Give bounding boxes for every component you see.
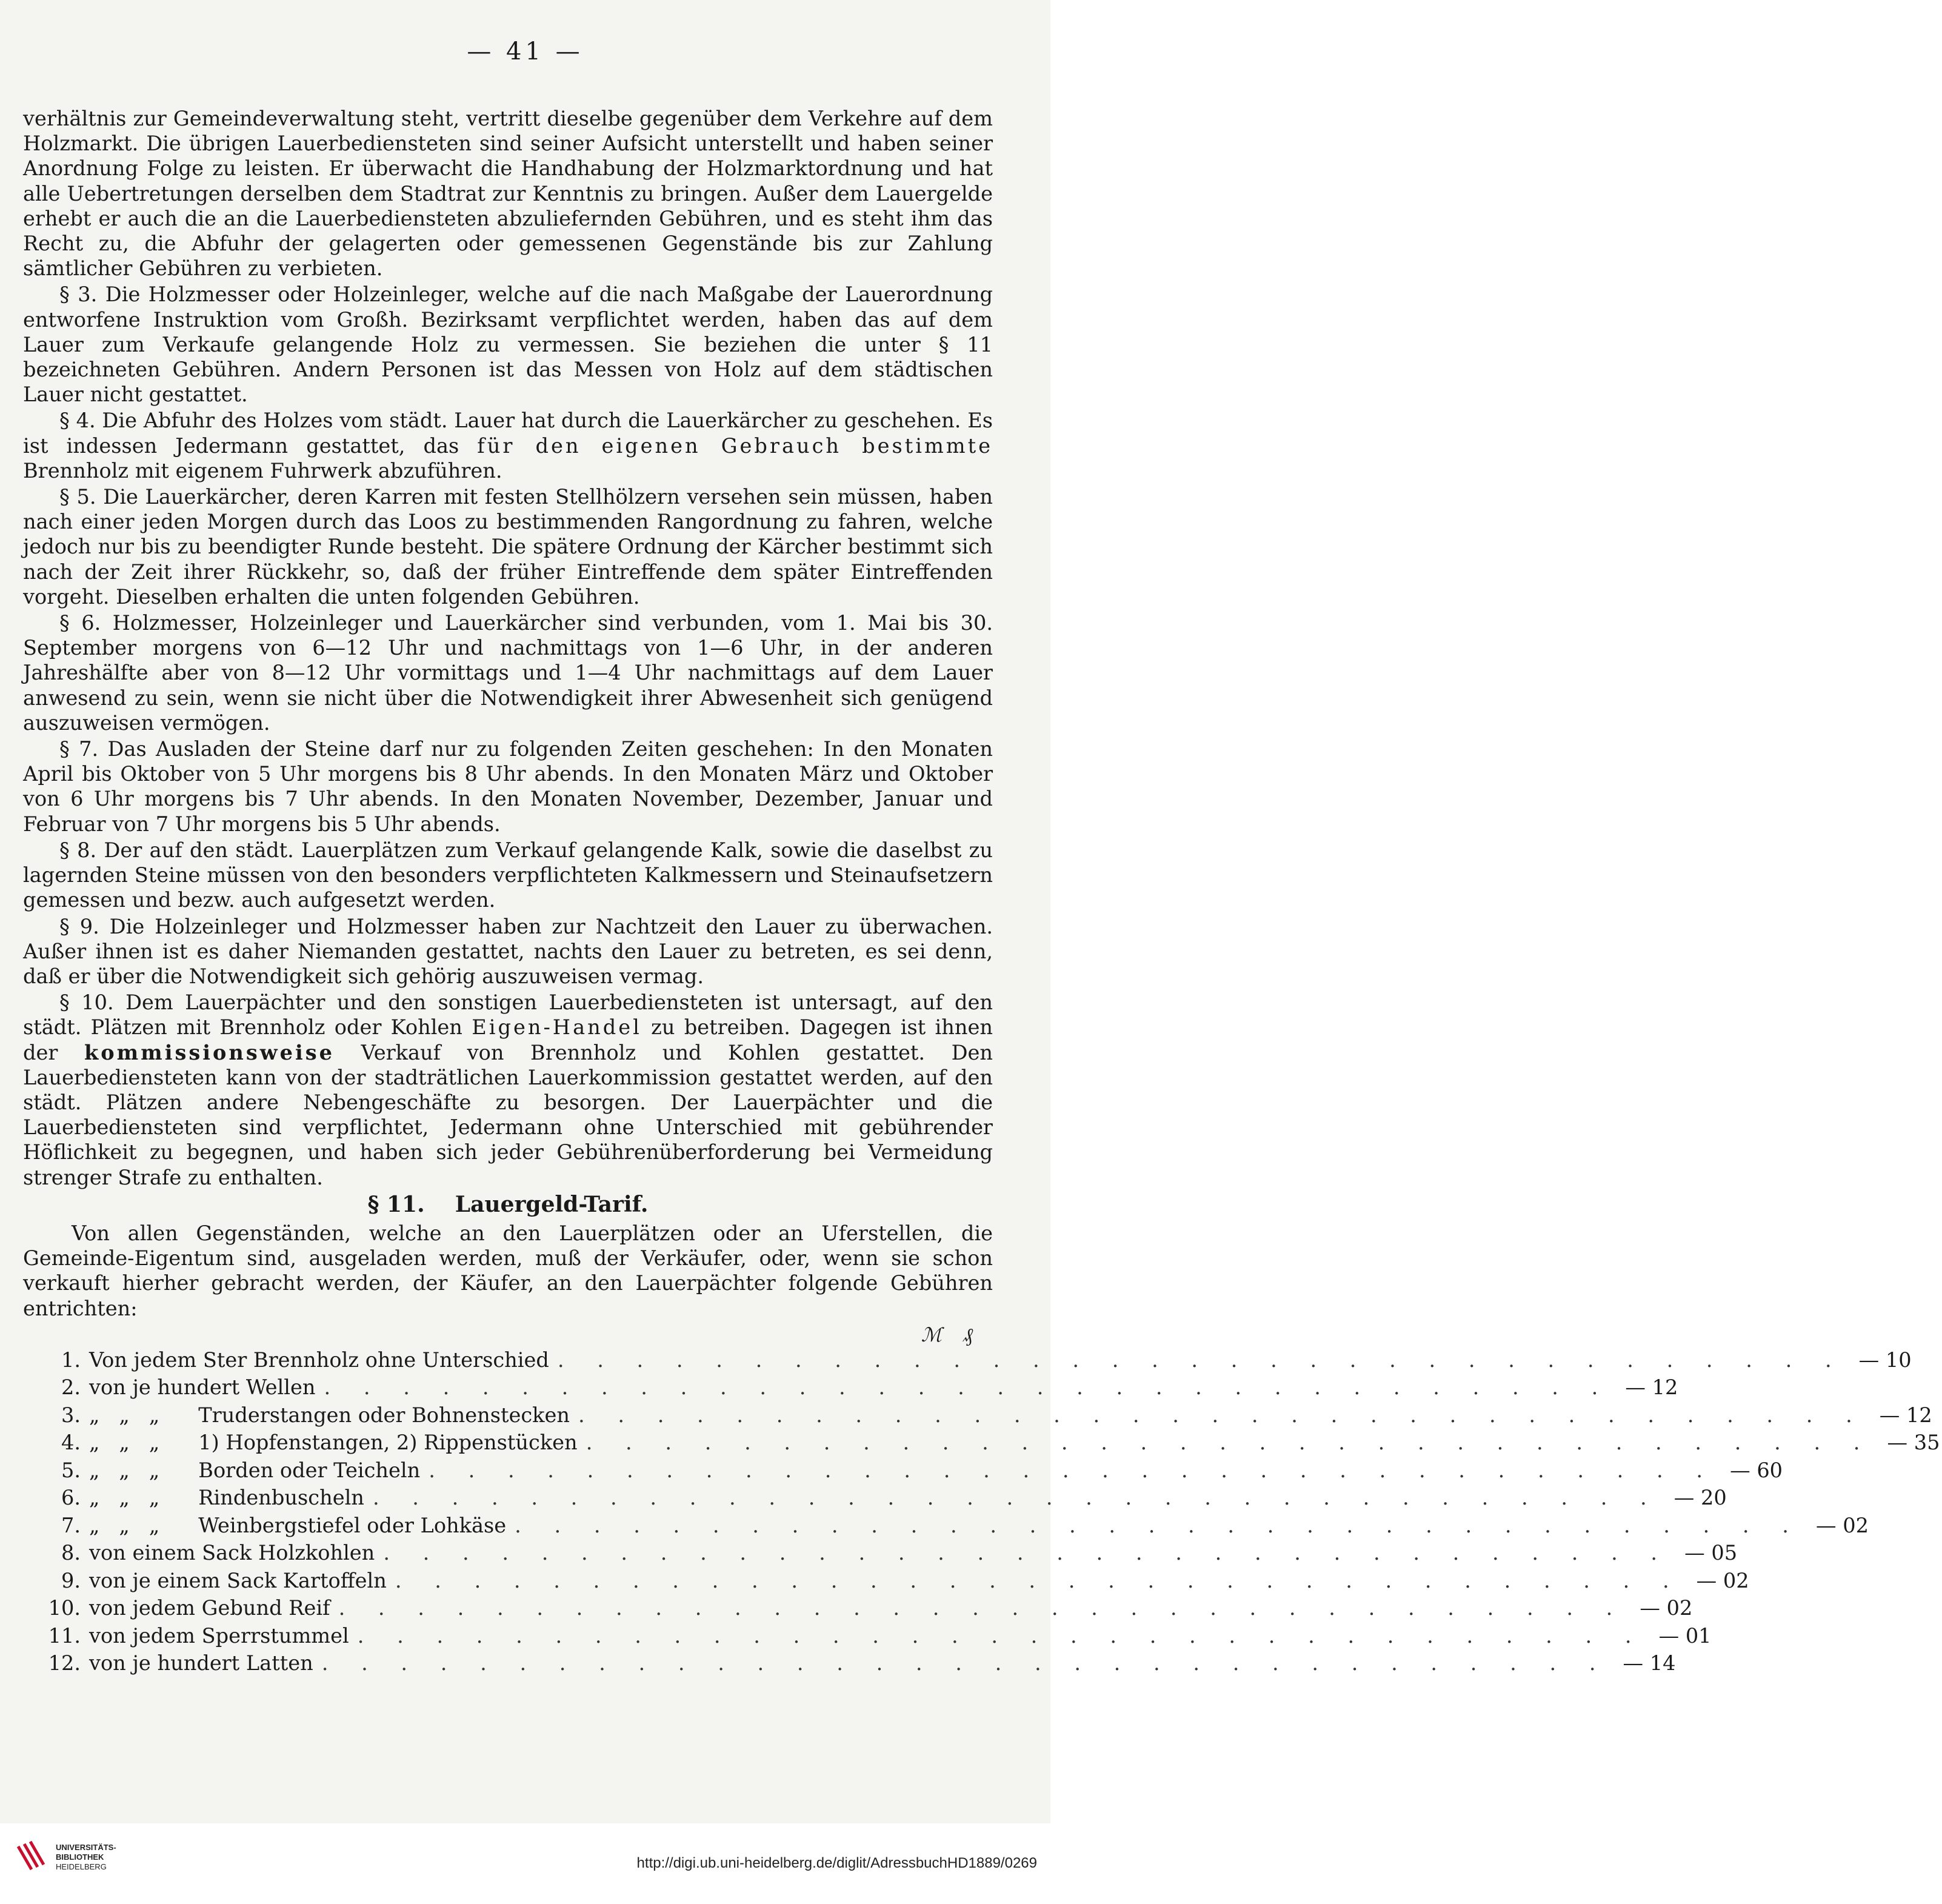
leader-dots: . . . . . . . . . . . . . . . . . . . . . . . . . . . . . . . . .: [586, 1431, 1874, 1455]
logo-line-3: HEIDELBERG: [56, 1862, 107, 1871]
tariff-row-price: — 02: [1640, 1596, 1693, 1620]
paragraph-section-6: § 6. Holzmesser, Holzeinleger und Lauerkärcher sind verbunden, vom 1. Mai bis 30. September morgens von 6—12 Uhr und nachmittags von 1—6 Uhr, in der anderen Jahreshälfte aber von 8—12 Uhr vormittags und 1—4 Uhr nachmittags auf dem Lauer anwesend zu sein, wenn sie nicht über die Notwendigkeit ihrer Abwesenheit sich genügend auszuweisen vermögen.: [23, 611, 993, 735]
library-logo-text: [56, 1843, 116, 1872]
tariff-row-number: 10.: [48, 1596, 81, 1620]
paragraph-section-4: [23, 408, 993, 483]
document-body: [23, 106, 1940, 1679]
logo-line-1: UNIVERSITÄTS-: [56, 1843, 116, 1852]
tariff-row-price: — 02: [1815, 1513, 1869, 1537]
tariff-row-price: — 12: [1625, 1375, 1678, 1400]
unit-pfennig: ₰: [963, 1323, 973, 1346]
tariff-row: [23, 1651, 1676, 1679]
tariff-row-price: — 10: [1858, 1348, 1912, 1372]
paragraph-section-4-text: § 4. Die Abfuhr des Holzes vom städt. Lauer hat durch die Lauerkärcher zu geschehen. Es ist indessen Jedermann gestattet, das: [23, 409, 993, 458]
tariff-row-item: von je hundert Wellen: [89, 1375, 316, 1400]
tariff-row-item: von jedem Sperrstummel: [89, 1623, 349, 1648]
paragraph-section-10-mid: zu betreiben. Dagegen ist ihnen der: [23, 1015, 993, 1064]
tariff-row: [23, 1623, 1712, 1651]
paragraph-section-10-emphasis-1: Eigen-Handel: [472, 1015, 642, 1040]
tariff-row-number: 11.: [48, 1623, 81, 1648]
tariff-row-price: — 12: [1879, 1403, 1932, 1427]
leader-dots: . . . . . . . . . . . . . . . . . . . . . . . . . . . . . . . . .: [357, 1623, 1645, 1648]
tariff-row: [23, 1403, 1932, 1431]
tariff-row-item: von je einem Sack Kartoffeln: [89, 1568, 387, 1592]
tariff-row-item: von jedem Gebund Reif: [89, 1596, 330, 1620]
leader-dots: . . . . . . . . . . . . . . . . . . . . . . . . . . . . . . . . .: [578, 1403, 1866, 1427]
paragraph-section-7: § 7. Das Ausladen der Steine darf nur zu folgenden Zeiten geschehen: In den Monaten April bis Oktober von 5 Uhr morgens bis 8 Uhr abends. In den Monaten März und Oktober von 6 Uhr morgens bis 7 Uhr abends. In den Monaten November, Dezember, Januar und Februar von 7 Uhr morgens bis 5 Uhr abends.: [23, 737, 993, 836]
logo-line-2: BIBLIOTHEK: [56, 1852, 104, 1862]
paragraph-section-5: § 5. Die Lauerkärcher, deren Karren mit festen Stellhölzern versehen sein müssen, haben nach einer jeden Morgen durch das Loos zu bestimmenden Rangordnung zu fahren, welche jedoch nur bis zu beendigter Runde besteht. Die spätere Ordnung der Kärcher bestimmt sich nach der Zeit ihrer Rückkehr, so, daß der früher Eintreffende dem später Eintreffenden vorgeht. Dieselben erhalten die unten folgenden Gebühren.: [23, 485, 993, 609]
tariff-row: [23, 1430, 1940, 1458]
tariff-row-number: 1.: [61, 1348, 81, 1372]
tariff-row: [23, 1568, 1749, 1596]
tariff-row-price: — 35: [1887, 1431, 1940, 1455]
leader-dots: . . . . . . . . . . . . . . . . . . . . . . . . . . . . . . . . .: [372, 1486, 1660, 1510]
tariff-row: [23, 1540, 1738, 1568]
tariff-row-number: 8.: [61, 1541, 81, 1565]
tariff-units: [23, 1322, 993, 1348]
tariff-row-item: „ „ „ Borden oder Teicheln: [89, 1458, 421, 1482]
tariff-row-item: „ „ „ Weinbergstiefel oder Lohkäse: [89, 1513, 507, 1537]
tariff-row-number: 12.: [48, 1651, 81, 1675]
tariff-row-number: 6.: [61, 1486, 81, 1510]
tariff-row-number: 9.: [61, 1568, 81, 1592]
tariff-row: [23, 1485, 1727, 1513]
tariff-row-price: — 14: [1623, 1651, 1676, 1675]
leader-dots: . . . . . . . . . . . . . . . . . . . . . . . . . . . . . . . . .: [324, 1375, 1612, 1400]
tariff-row-item: von je hundert Latten: [89, 1651, 313, 1675]
tariff-row-item: „ „ „ Rindenbuscheln: [89, 1486, 364, 1510]
tariff-table: [23, 1348, 1940, 1679]
paragraph-section-4-end: Brennholz mit eigenem Fuhrwerk abzuführen.: [23, 458, 502, 483]
paragraph-section-10: [23, 990, 993, 1190]
paragraph-section-10-end: Verkauf von Brennholz und Kohlen gestattet. Den Lauerbediensteten kann von der stadträtlichen Lauerkommission gestattet werden, auf den städt. Plätzen andere Nebengeschäfte zu besorgen. Der Lauerpächter und die Lauerbediensteten sind verpflichtet, Jedermann ohne Unterschied mit gebührender Höflichkeit zu begegnen, und haben sich jeder Gebührenüberforderung bei Vermeidung strenger Strafe zu enthalten.: [23, 1040, 993, 1189]
university-library-logo-icon: [15, 1840, 47, 1873]
leader-dots: . . . . . . . . . . . . . . . . . . . . . . . . . . . . . . . . .: [338, 1596, 1626, 1620]
tariff-section-number: § 11.: [367, 1191, 425, 1217]
tariff-row: [23, 1375, 1678, 1403]
tariff-row-item: Von jedem Ster Brennholz ohne Unterschied: [89, 1348, 549, 1372]
paragraph-continuation: verhältnis zur Gemeindeverwaltung steht, vertritt dieselbe gegenüber dem Verkehre auf dem Holzmarkt. Die übrigen Lauerbediensteten sind seiner Aufsicht unterstellt und haben seiner Anordnung Folge zu leisten. Er überwacht die Handhabung der Holzmarktordnung und hat alle Uebertretungen derselben dem Stadtrat zur Kenntnis zu bringen. Außer dem Lauergelde erhebt er auch die an die Lauerbediensteten abzuliefernden Gebühren, und es steht ihm das Recht zu, die Abfuhr der gelagerten oder gemessenen Gegenstände bis zur Zahlung sämtlicher Gebühren zu verbieten.: [23, 107, 993, 281]
unit-mark: ℳ: [921, 1323, 942, 1346]
tariff-intro: Von allen Gegenständen, welche an den Lauerplätzen oder an Uferstellen, die Gemeinde-Eigentum sind, ausgeladen werden, muß der Verkäufer, oder, wenn sie schon verkauft hierher gebracht werden, der Käufer, an den Lauerpächter folgende Gebühren entrichten:: [23, 1221, 993, 1320]
tariff-heading: [23, 1192, 993, 1217]
paragraph-section-9: § 9. Die Holzeinleger und Holzmesser haben zur Nachtzeit den Lauer zu überwachen. Außer ihnen ist es daher Niemanden gestattet, nachts den Lauer zu betreten, es sei denn, daß er über die Notwendigkeit sich gehörig auszuweisen vermag.: [23, 914, 993, 988]
paragraph-section-4-emphasis: für den eigenen Gebrauch bestimmte: [477, 433, 993, 458]
tariff-row-price: — 05: [1684, 1541, 1738, 1565]
tariff-row-price: — 01: [1658, 1623, 1712, 1648]
tariff-row-price: — 20: [1673, 1486, 1727, 1510]
source-url-link[interactable]: http://digi.ub.uni-heidelberg.de/diglit/AdressbuchHD1889/0269: [636, 1855, 1037, 1871]
tariff-row-item: von einem Sack Holzkohlen: [89, 1541, 375, 1565]
paragraph-section-10-text: § 10. Dem Lauerpächter und den sonstigen Lauerbediensteten ist untersagt, auf den städt. Plätzen mit Brennholz oder Kohlen: [23, 990, 993, 1040]
leader-dots: . . . . . . . . . . . . . . . . . . . . . . . . . . . . . . . . .: [557, 1348, 1845, 1372]
page-number: — 41 —: [467, 38, 584, 65]
tariff-row-item: „ „ „ 1) Hopfenstangen, 2) Rippenstücken: [89, 1431, 578, 1455]
tariff-row-number: 4.: [61, 1431, 81, 1455]
tariff-title: Lauergeld-Tarif.: [455, 1191, 649, 1217]
paragraph-section-3: § 3. Die Holzmesser oder Holzeinleger, welche auf die nach Maßgabe der Lauerordnung entworfene Instruktion vom Großh. Bezirksamt verpflichtet werden, haben das auf dem Lauer zum Verkaufe gelangende Holz zu vermessen. Sie beziehen die unter § 11 bezeichneten Gebühren. Andern Personen ist das Messen von Holz auf dem städtischen Lauer nicht gestattet.: [23, 282, 993, 407]
tariff-row-number: 2.: [61, 1375, 81, 1400]
tariff-row-number: 7.: [61, 1513, 81, 1537]
tariff-row: [23, 1458, 1783, 1486]
tariff-row-price: — 60: [1730, 1458, 1783, 1482]
leader-dots: . . . . . . . . . . . . . . . . . . . . . . . . . . . . . . . . .: [395, 1568, 1683, 1592]
tariff-row-number: 5.: [61, 1458, 81, 1482]
tariff-row: [23, 1348, 1912, 1375]
tariff-row: [23, 1513, 1869, 1541]
paragraph-section-8: § 8. Der auf den städt. Lauerplätzen zum Verkauf gelangende Kalk, sowie die daselbst zu lagernden Steine müssen von den besonders verpflichteten Kalkmessern und Steinaufsetzern gemessen und bezw. auch aufgesetzt werden.: [23, 838, 993, 912]
leader-dots: . . . . . . . . . . . . . . . . . . . . . . . . . . . . . . . . .: [383, 1541, 1671, 1565]
tariff-row-number: 3.: [61, 1403, 81, 1427]
tariff-row-price: — 02: [1696, 1568, 1749, 1592]
paragraph-section-10-emphasis-2: kommissionsweise: [84, 1040, 335, 1064]
footer-bar: [0, 1823, 1050, 1904]
leader-dots: . . . . . . . . . . . . . . . . . . . . . . . . . . . . . . . . .: [321, 1651, 1609, 1675]
leader-dots: . . . . . . . . . . . . . . . . . . . . . . . . . . . . . . . . .: [429, 1458, 1717, 1482]
tariff-row: [23, 1595, 1693, 1623]
leader-dots: . . . . . . . . . . . . . . . . . . . . . . . . . . . . . . . . .: [515, 1513, 1802, 1537]
tariff-row-item: „ „ „ Truderstangen oder Bohnenstecken: [89, 1403, 570, 1427]
